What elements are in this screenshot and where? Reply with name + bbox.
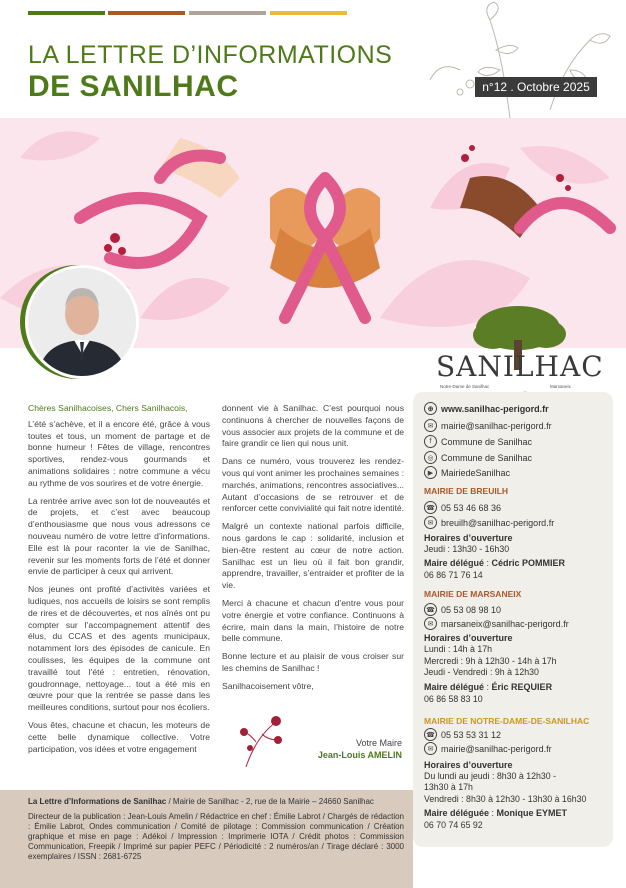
issue-badge: n°12 . Octobre 2025: [475, 77, 597, 97]
instagram-link[interactable]: [424, 451, 532, 464]
marsaneix-phone[interactable]: [424, 603, 501, 616]
marsaneix-delegate-phone: 06 86 58 83 10: [424, 694, 483, 704]
notredame-title: MAIRIE DE NOTRE-DAME-DE-SANILHAC: [424, 716, 590, 726]
breuilh-hours: Jeudi : 13h30 - 16h30: [424, 544, 510, 554]
editorial-paragraph: Malgré un contexte national parfois difficile, nous gardons le cap : solidarité, inclusion et bien-être restent au cœur de notre action. Sanilhac est un lieu où il fait bon grandir, apprendre, travailler, s’entraider et profiter de la vie.: [222, 521, 404, 591]
instagram-text: Commune de Sanilhac: [441, 452, 533, 463]
notredame-email-text: mairie@sanilhac-perigord.fr: [441, 743, 552, 754]
bar-green: [28, 11, 105, 15]
marsaneix-email-text: marsaneix@sanilhac-perigord.fr: [441, 618, 569, 629]
breuilh-delegate: Maire délégué : Cédric POMMIER: [424, 558, 566, 568]
marsaneix-hours-line: Jeudi - Vendredi : 9h à 12h30: [424, 667, 539, 677]
marsaneix-hours-label: Horaires d’ouverture: [424, 633, 513, 643]
website-link[interactable]: [424, 402, 549, 415]
email-text: mairie@sanilhac-perigord.fr: [441, 420, 552, 431]
sanilhac-logo: [428, 300, 604, 400]
phone-icon: ☎: [424, 501, 437, 514]
notredame-delegate-phone: 06 70 74 65 92: [424, 820, 483, 830]
breuilh-hours-label: Horaires d’ouverture: [424, 533, 513, 543]
botanical-illustration: [410, 0, 626, 118]
marsaneix-email[interactable]: [424, 617, 569, 630]
editorial-paragraph: Bonne lecture et au plaisir de vous croiser sur les chemins de Sanilhac !: [222, 651, 404, 673]
youtube-icon: ▶: [424, 466, 437, 479]
notredame-hours-line: Du lundi au jeudi : 8h30 à 12h30 -: [424, 771, 557, 781]
berry-sprig-icon: [236, 712, 286, 767]
marsaneix-phone-text: 05 53 08 98 10: [441, 604, 502, 615]
greeting: Chères Sanilhacoises, Chers Sanilhacois,: [28, 403, 188, 413]
mail-icon: ✉: [424, 516, 437, 529]
notredame-delegate: Maire déléguée : Monique EYMET: [424, 808, 568, 818]
page-title-line1: LA LETTRE D’INFORMATIONS: [28, 41, 393, 69]
globe-icon: ⊕: [424, 402, 437, 415]
notredame-hours-label: Horaires d’ouverture: [424, 760, 513, 770]
page-title-line2: DE SANILHAC: [28, 70, 239, 103]
editorial-paragraph: L’été s’achève, et il a encore été, grâce à vous toutes et tous, un moment de partage et de bonne humeur ! Fêtes de village, rencontres sportives, rendez-vous gourmands et animations solidaires : notre commune a vécu au rythme de vos sourires et de votre énergie.: [28, 418, 210, 488]
publication-title: La Lettre d’Informations de Sanilhac: [28, 797, 167, 806]
editorial-column-2: [222, 403, 404, 699]
notredame-phone[interactable]: [424, 728, 501, 741]
editorial-paragraph: Vous êtes, chacune et chacun, les moteurs de cette belle dynamique collective. Votre participation, vos idées et votre engagement: [28, 719, 210, 754]
logo-village-notredame: Notre-Dame de Sanilhac: [440, 384, 490, 389]
breuilh-delegate-phone: 06 86 71 76 14: [424, 570, 483, 580]
youtube-link[interactable]: [424, 466, 510, 479]
email-link[interactable]: [424, 419, 552, 432]
bar-taupe: [189, 11, 266, 15]
notredame-hours-line: 13h30 à 17h: [424, 782, 473, 792]
breuilh-phone[interactable]: [424, 501, 501, 514]
editorial-paragraph: Merci à chacune et chacun d’entre vous pour votre énergie et votre confiance. Continuons à écrire, main dans la main, l’histoire de notre belle commune.: [222, 597, 404, 644]
mail-icon: ✉: [424, 742, 437, 755]
facebook-link[interactable]: [424, 435, 532, 448]
marsaneix-title: MAIRIE DE MARSANEIX: [424, 589, 522, 599]
signature-role: Votre Maire: [355, 738, 402, 748]
logo-village-marsaneix: Marsaneix: [550, 384, 571, 389]
footer-credits: Directeur de la publication : Jean-Louis Amelin / Rédactrice en chef : Émilie Labrot / Chargés de rédaction : Émilie Labrot, Ondes communication / Comité de pilotage : Commission communication / Création graphique et mise en page : Adékoi / Impression : Imprimerie IOTA / Crédit photos : Commission Communication, Freepik / Imprimé sur papier PEFC / Périodicité : 2 numéros/an / Tirage déclaré : 3000 exemplaires / ISSN : 2681-6725: [28, 812, 404, 861]
breuilh-title: MAIRIE DE BREUILH: [424, 486, 509, 496]
breuilh-email-text: breuilh@sanilhac-perigord.fr: [441, 517, 555, 528]
editorial-column-1: [28, 403, 210, 761]
editorial-paragraph: Dans ce numéro, vous trouverez les rendez-vous qui vont animer les prochaines semaines : marchés, animations, rencontres associatives... Autant d’occasions de se retrouver et de renforcer cette convivialité qui fait notre identité.: [222, 456, 404, 514]
breuilh-email[interactable]: [424, 516, 554, 529]
marsaneix-hours-line: Lundi : 14h à 17h: [424, 644, 492, 654]
editorial-paragraph: Sanilhacoisement vôtre,: [222, 680, 314, 691]
logo-wordmark: SANILHAC: [436, 350, 604, 383]
signature-name: Jean-Louis AMELIN: [317, 750, 402, 760]
facebook-icon: f: [424, 435, 437, 448]
website-text: www.sanilhac-perigord.fr: [441, 403, 549, 414]
notredame-email[interactable]: [424, 742, 552, 755]
mayor-portrait: [25, 265, 139, 379]
marsaneix-hours-line: Mercredi : 9h à 12h30 - 14h à 17h: [424, 656, 557, 666]
editorial-paragraph: Nos jeunes ont profité d’activités variées et ludiques, nos accueils de loisirs se sont remplis de rires et de découvertes, et nos aînés ont pu compter sur l’accompagnement attentif des élus, du CCAS et des agents municipaux, notamment lors des épisodes de canicule. En coulisses, les équipes de la commune ont travaillé tout l’été : entretien, rénovation, goudronnage, nettoyage... tout a été mis en œuvre pour que la rentrée se passe dans les meilleures conditions, surtout pour nos écoliers.: [28, 584, 210, 713]
phone-icon: ☎: [424, 728, 437, 741]
bar-yellow: [270, 11, 347, 15]
youtube-text: MairiedeSanilhac: [441, 467, 511, 478]
instagram-icon: ◎: [424, 451, 437, 464]
editorial-paragraph: donnent vie à Sanilhac. C’est pourquoi nous continuons à chercher de nouvelles façons de vous associer aux projets de la commune et de faire grandir ce lien qui nous unit.: [222, 403, 404, 449]
mail-icon: ✉: [424, 617, 437, 630]
notredame-phone-text: 05 53 53 31 12: [441, 729, 502, 740]
mayor-photo: [28, 268, 136, 376]
phone-icon: ☎: [424, 603, 437, 616]
breuilh-phone-text: 05 53 46 68 36: [441, 502, 502, 513]
facebook-text: Commune de Sanilhac: [441, 436, 533, 447]
editorial-paragraph: La rentrée arrive avec son lot de nouveautés et de projets, et c’est avec beaucoup d’enthousiasme que nous vous adressons ce nouveau numéro de votre lettre d’informations. Elle est là pour raconter la vie de Sanilhac, revenir sur les moments forts de l’été et donner envie de participer à ceux qui arrivent.: [28, 495, 210, 577]
marsaneix-delegate: Maire délégué : Éric REQUIER: [424, 682, 553, 692]
mail-icon: ✉: [424, 419, 437, 432]
footer-publication-line: [28, 797, 404, 807]
notredame-hours-line: Vendredi : 8h30 à 12h30 - 13h30 à 16h30: [424, 794, 587, 804]
publication-address: / Mairie de Sanilhac - 2, rue de la Mairie – 24660 Sanilhac: [166, 797, 374, 806]
bar-brown: [108, 11, 185, 15]
